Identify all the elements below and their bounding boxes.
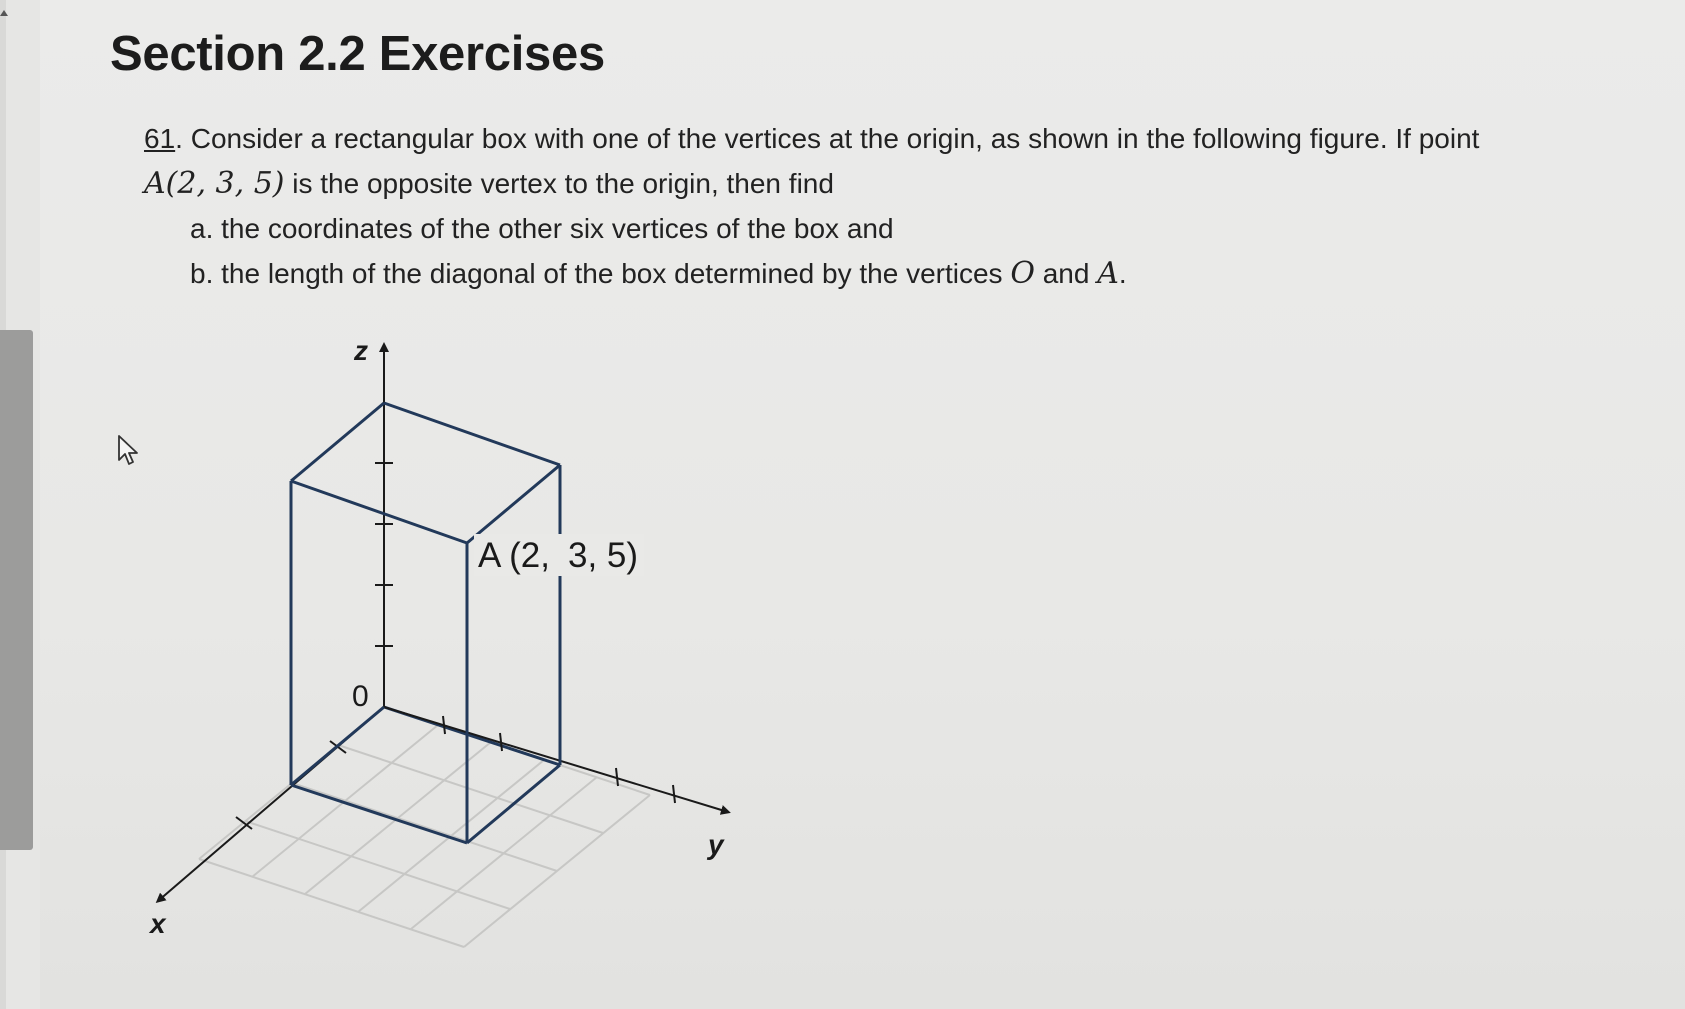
y-axis-label: y	[708, 829, 724, 860]
floor-grid	[199, 707, 650, 947]
exercise-number-link[interactable]: 61	[144, 123, 176, 154]
y-tick	[500, 733, 502, 751]
item-b-text: the length of the diagonal of the box determined by the vertices	[221, 258, 1003, 289]
box-edge-bottom	[291, 707, 384, 785]
point-a-label-right: 3, 5)	[568, 536, 639, 575]
z-axis-label: z	[354, 335, 368, 366]
box-edge-top	[291, 403, 384, 481]
item-a-text: the coordinates of the other six vertices of the box and	[221, 213, 894, 244]
problem-text-2: is the opposite vertex to the origin, then find	[284, 168, 834, 199]
y-axis	[384, 707, 728, 812]
box-edge-top	[291, 481, 467, 543]
box-edge-bottom	[467, 765, 560, 843]
box-edge-top	[384, 403, 560, 465]
x-axis-label: x	[150, 908, 166, 939]
problem-text-1: Consider a rectangular box with one of the vertices at the origin, as shown in the following figure. If point	[182, 123, 1480, 154]
item-b-period: .	[1118, 258, 1127, 289]
box-visible-edges	[291, 403, 560, 843]
vertex-a-math: A	[1097, 256, 1119, 291]
point-a-label-left: A (2,	[478, 536, 550, 575]
origin-label: 0	[352, 680, 369, 713]
y-tick	[673, 785, 675, 803]
axes	[158, 345, 728, 901]
vertex-o-math: O	[1010, 256, 1035, 291]
box-edge-top	[467, 465, 560, 543]
item-b-label: b.	[190, 258, 214, 289]
y-tick	[443, 716, 445, 734]
exercise-number-sep: .	[175, 123, 183, 154]
section-title: Section 2.2 Exercises	[110, 27, 605, 81]
item-a-label: a.	[190, 213, 214, 244]
item-b-and: and	[1042, 258, 1090, 289]
box-hidden-edges	[291, 481, 560, 785]
point-a-math: A(2, 3, 5)	[144, 166, 285, 201]
